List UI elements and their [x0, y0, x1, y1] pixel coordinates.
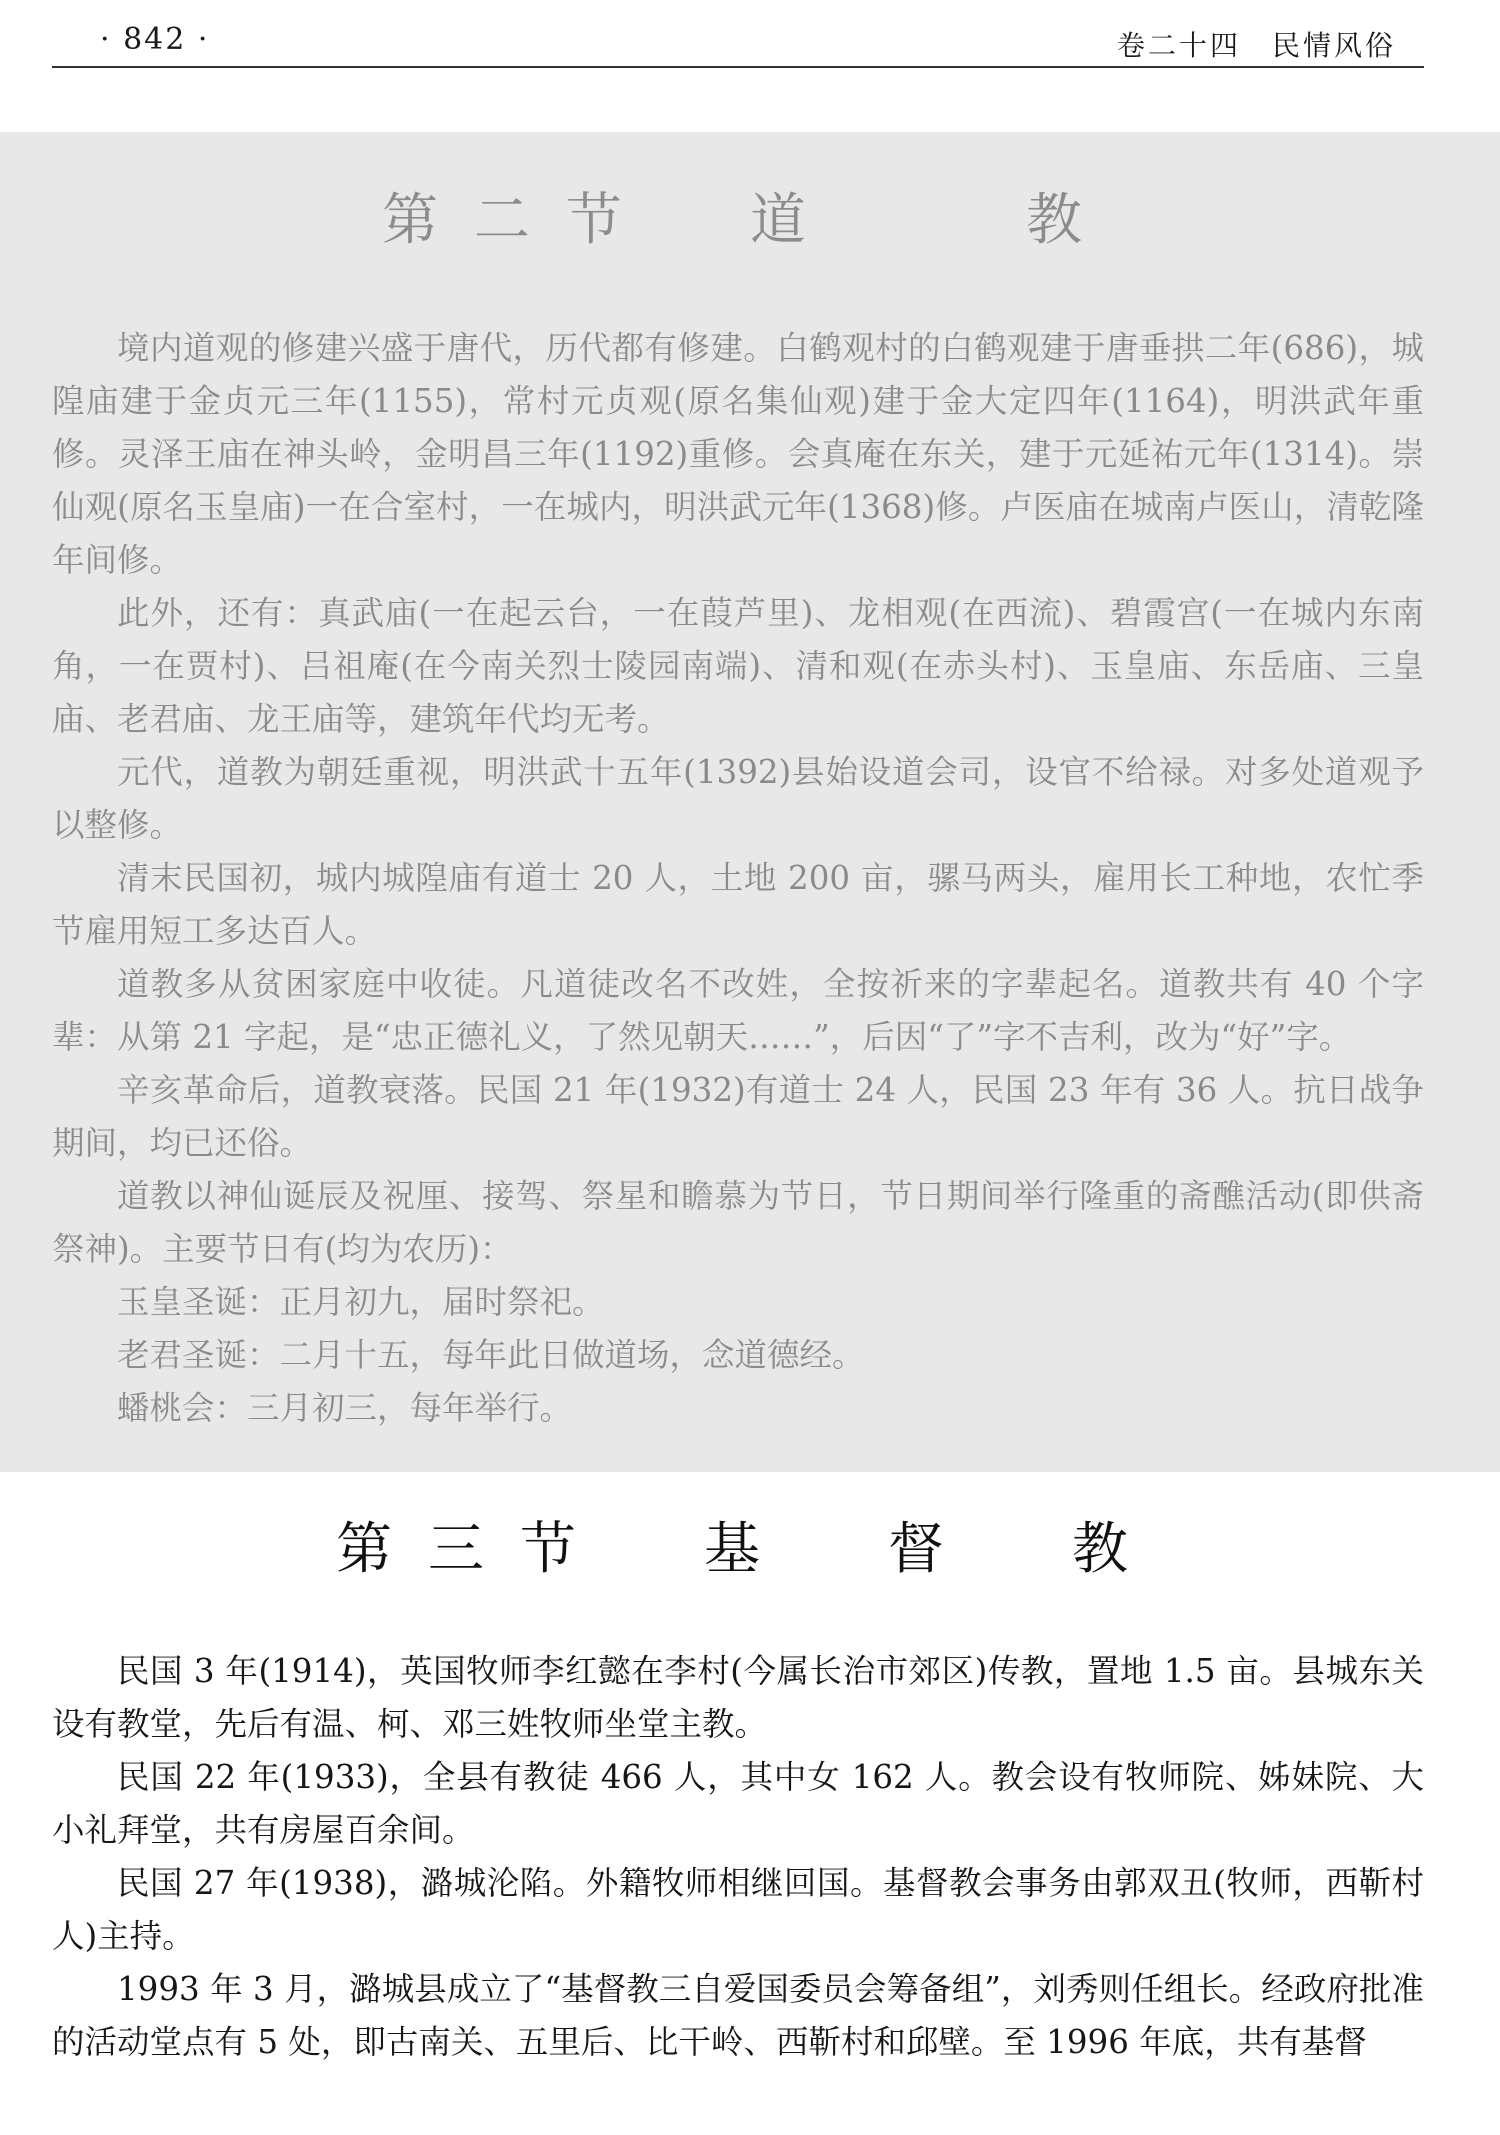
festival-item: 玉皇圣诞：正月初九，届时祭祀。 — [117, 1283, 605, 1321]
paragraph: 元代，道教为朝廷重视，明洪武十五年(1392)县始设道会司，设官不给禄。对多处道观予以整修。 — [52, 753, 1424, 844]
paragraph: 民国 22 年(1933)，全县有教徒 466 人，其中女 162 人。教会设有牧师院、姊妹院、大小礼拜堂，共有房屋百余间。 — [52, 1758, 1424, 1849]
paragraph: 此外，还有：真武庙(一在起云台，一在葭芦里)、龙相观(在西流)、碧霞宫(一在城内东南角，一在贾村)、吕祖庵(在今南关烈士陵园南端)、清和观(在赤头村)、玉皇庙、东岳庙、三皇庙、老君庙、龙王庙等，建筑年代均无考。 — [52, 594, 1424, 738]
section-taoism — [0, 132, 1500, 1472]
paragraph: 清末民国初，城内城隍庙有道士 20 人，土地 200 亩，骡马两头，雇用长工种地，农忙季节雇用短工多达百人。 — [52, 859, 1424, 950]
festival-item: 蟠桃会：三月初三，每年举行。 — [117, 1389, 573, 1427]
page-number: · 842 · — [100, 22, 210, 57]
page-header — [52, 14, 1424, 68]
section-body-christianity — [52, 1645, 1424, 2069]
section-title-christianity: 第三节 基 督 教 — [336, 1517, 1164, 1582]
paragraph: 民国 3 年(1914)，英国牧师李红懿在李村(今属长治市郊区)传教，置地 1.5 亩。县城东关设有教堂，先后有温、柯、邓三姓牧师坐堂主教。 — [52, 1652, 1424, 1743]
paragraph: 1993 年 3 月，潞城县成立了“基督教三自爱国委员会筹备组”，刘秀则任组长。经政府批准的活动堂点有 5 处，即古南关、五里后、比干岭、西靳村和邱壁。至 1996 年底，共有基督 — [52, 1970, 1424, 2061]
section-title-taoism: 第二节 道 教 — [382, 188, 1118, 253]
section-body-taoism — [52, 322, 1424, 1435]
running-head: 卷二十四 民情风俗 — [1116, 29, 1396, 62]
festival-item: 老君圣诞：二月十五，每年此日做道场，念道德经。 — [117, 1336, 865, 1374]
paragraph: 境内道观的修建兴盛于唐代，历代都有修建。白鹤观村的白鹤观建于唐垂拱二年(686)，城隍庙建于金贞元三年(1155)，常村元贞观(原名集仙观)建于金大定四年(1164)，明洪武年重修。灵泽王庙在神头岭，金明昌三年(1192)重修。会真庵在东关，建于元延祐元年(1314)。崇仙观(原名玉皇庙)一在合室村，一在城内，明洪武元年(1368)修。卢医庙在城南卢医山，清乾隆年间修。 — [52, 329, 1424, 579]
paragraph: 道教多从贫困家庭中收徒。凡道徒改名不改姓，全按祈来的字辈起名。道教共有 40 个字辈：从第 21 字起，是“忠正德礼义，了然见朝天……”，后因“了”字不吉利，改为“好”字。 — [52, 965, 1424, 1056]
paragraph: 辛亥革命后，道教衰落。民国 21 年(1932)有道士 24 人，民国 23 年有 36 人。抗日战争期间，均已还俗。 — [52, 1071, 1424, 1162]
paragraph: 道教以神仙诞辰及祝厘、接驾、祭星和瞻慕为节日，节日期间举行隆重的斋醮活动(即供斋祭神)。主要节日有(均为农历)： — [52, 1177, 1424, 1268]
paragraph: 民国 27 年(1938)，潞城沦陷。外籍牧师相继回国。基督教会事务由郭双丑(牧师，西靳村人)主持。 — [52, 1864, 1424, 1955]
